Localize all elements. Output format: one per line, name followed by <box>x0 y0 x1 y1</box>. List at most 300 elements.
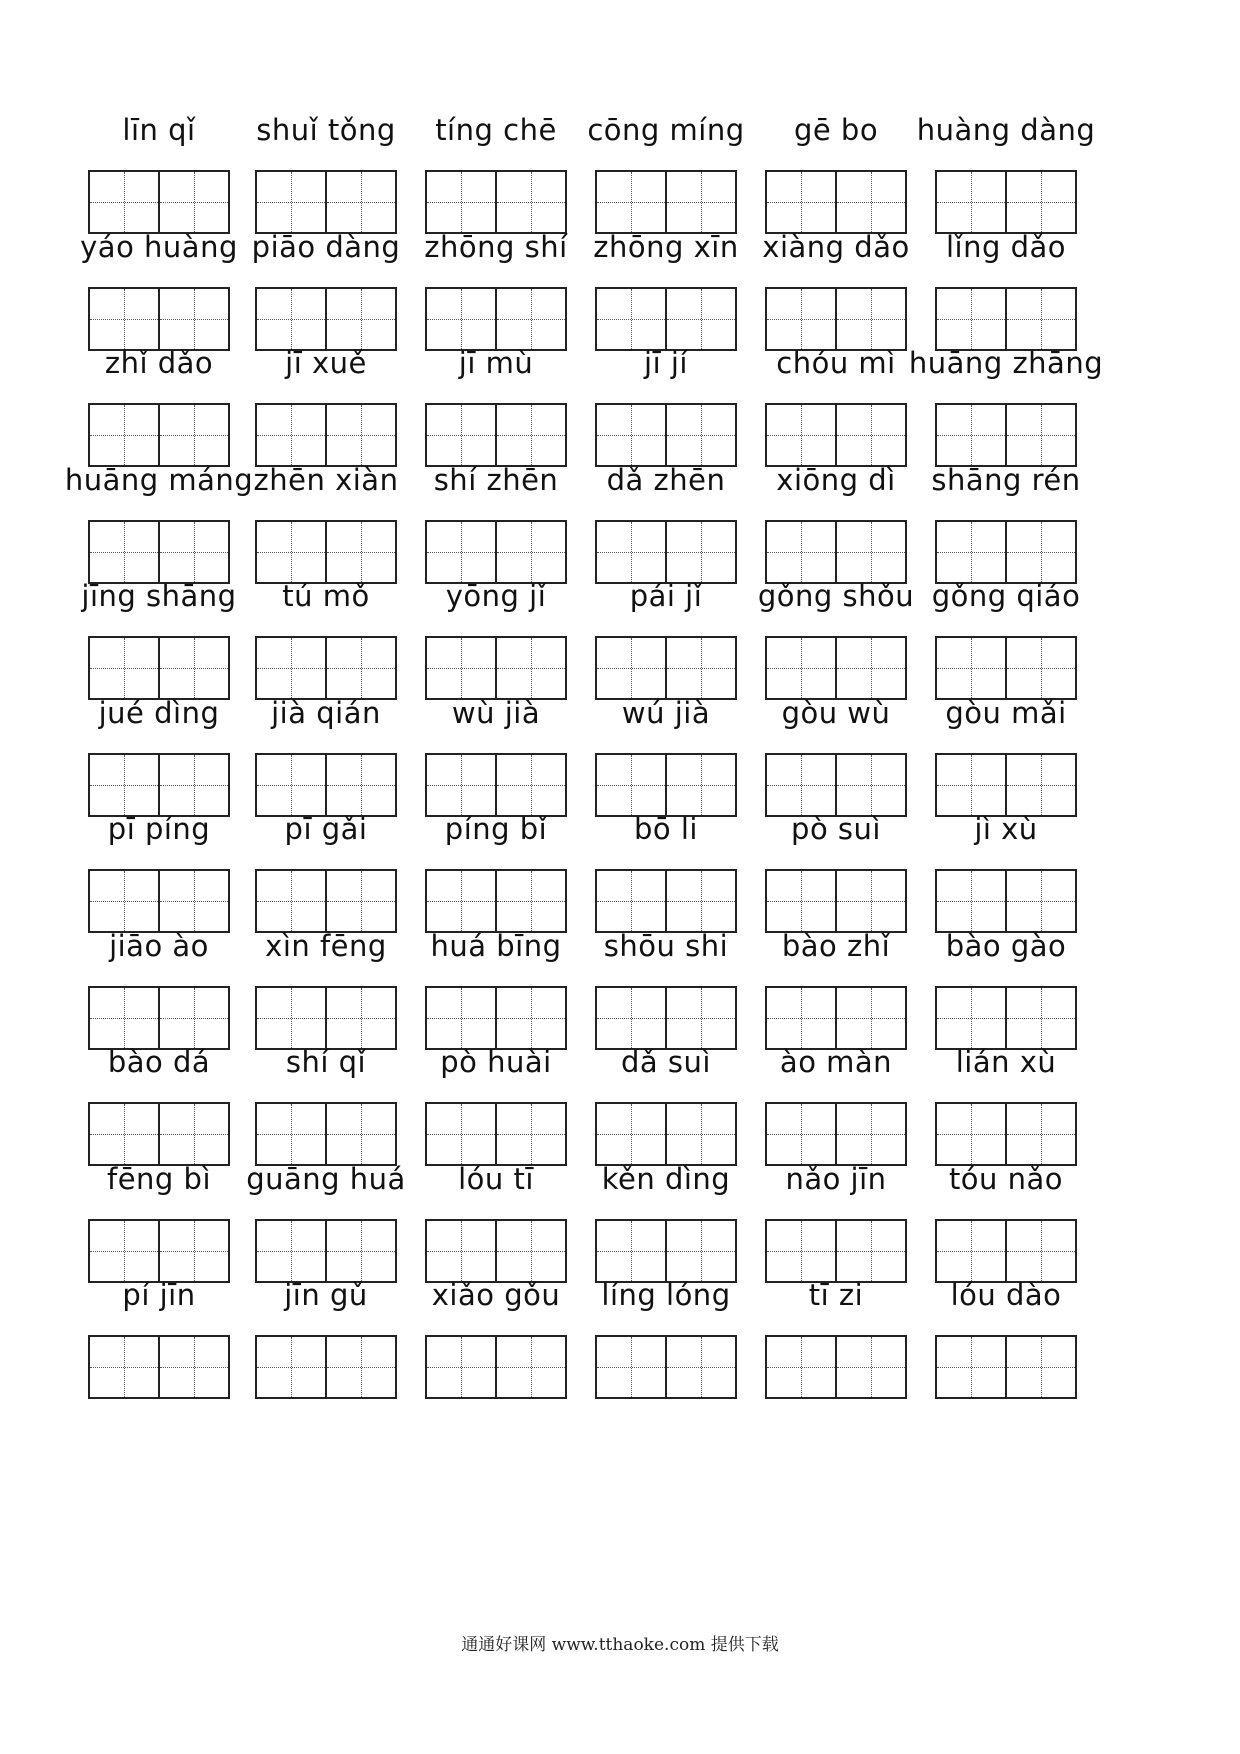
character-box[interactable] <box>427 405 495 465</box>
character-box[interactable] <box>597 405 665 465</box>
writing-grid <box>425 1219 567 1283</box>
word-cell <box>765 343 907 473</box>
character-box[interactable] <box>90 1337 158 1397</box>
character-box[interactable] <box>495 988 565 1048</box>
word-cell <box>595 1159 737 1289</box>
writing-grid <box>255 636 397 700</box>
word-cell <box>255 809 397 939</box>
pinyin-label: jì xù <box>974 812 1038 846</box>
character-box[interactable] <box>835 1337 905 1397</box>
writing-grid <box>255 170 397 234</box>
pinyin-label: pò huài <box>440 1045 552 1079</box>
pinyin-label: piāo dàng <box>251 229 401 264</box>
character-box[interactable] <box>325 1104 395 1164</box>
word-cell <box>81 576 237 706</box>
word-cell <box>765 460 907 590</box>
writing-grid <box>255 403 397 467</box>
writing-grid <box>255 869 397 933</box>
character-box[interactable] <box>767 1104 835 1164</box>
character-box[interactable] <box>597 1337 665 1397</box>
writing-grid <box>88 636 230 700</box>
character-box[interactable] <box>767 405 835 465</box>
character-box[interactable] <box>158 172 228 232</box>
character-box[interactable] <box>427 1337 495 1397</box>
character-box[interactable] <box>767 988 835 1048</box>
pinyin-label: jiāo ào <box>109 928 209 963</box>
writing-grid <box>935 403 1077 467</box>
character-box[interactable] <box>495 638 565 698</box>
character-box[interactable] <box>325 988 395 1048</box>
character-box[interactable] <box>597 755 665 815</box>
character-box[interactable] <box>597 522 665 582</box>
writing-grid <box>255 1102 397 1166</box>
character-box[interactable] <box>1005 1221 1075 1281</box>
pinyin-label: gǒng shǒu <box>757 579 915 613</box>
word-cell <box>765 1159 907 1289</box>
character-box[interactable] <box>767 755 835 815</box>
character-box[interactable] <box>767 172 835 232</box>
writing-grid <box>935 1335 1077 1399</box>
character-box[interactable] <box>495 1337 565 1397</box>
word-cell <box>88 1159 230 1289</box>
character-box[interactable] <box>597 871 665 931</box>
character-box[interactable] <box>835 405 905 465</box>
pinyin-label: lián xù <box>955 1045 1057 1079</box>
word-cell <box>425 693 567 823</box>
writing-grid <box>425 986 567 1050</box>
character-box[interactable] <box>665 638 735 698</box>
character-box[interactable] <box>835 1221 905 1281</box>
word-cell <box>255 110 397 240</box>
writing-grid <box>255 1335 397 1399</box>
character-box[interactable] <box>90 1221 158 1281</box>
character-box[interactable] <box>158 988 228 1048</box>
character-box[interactable] <box>90 522 158 582</box>
character-box[interactable] <box>1005 172 1075 232</box>
character-box[interactable] <box>1005 755 1075 815</box>
pinyin-label: wù jià <box>451 695 541 730</box>
word-cell <box>88 693 230 823</box>
writing-grid <box>595 403 737 467</box>
writing-grid <box>765 170 907 234</box>
character-box[interactable] <box>937 638 1005 698</box>
pinyin-label: jué dìng <box>98 695 220 730</box>
pinyin-label: ào màn <box>779 1045 893 1079</box>
word-cell <box>255 1042 397 1172</box>
character-box[interactable] <box>427 638 495 698</box>
word-cell <box>908 343 1104 473</box>
pinyin-label: líng lóng <box>601 1278 731 1312</box>
character-box[interactable] <box>90 172 158 232</box>
writing-grid <box>88 986 230 1050</box>
character-box[interactable] <box>90 871 158 931</box>
character-box[interactable] <box>665 522 735 582</box>
character-box[interactable] <box>665 871 735 931</box>
character-box[interactable] <box>665 1104 735 1164</box>
character-box[interactable] <box>835 1104 905 1164</box>
pinyin-label: guāng huá <box>246 1161 406 1196</box>
pinyin-label: pī gǎi <box>284 812 368 846</box>
character-box[interactable] <box>325 1221 395 1281</box>
pinyin-label: zhōng shí <box>424 229 568 264</box>
word-cell <box>80 227 238 357</box>
character-box[interactable] <box>937 1104 1005 1164</box>
writing-grid <box>935 869 1077 933</box>
pinyin-label: shuǐ tǒng <box>256 113 396 147</box>
pinyin-label: zhēn xiàn <box>253 462 399 497</box>
writing-grid <box>765 1102 907 1166</box>
pinyin-label: fēng bì <box>106 1161 212 1196</box>
pinyin-label: yōng jǐ <box>445 579 547 613</box>
word-cell <box>587 110 745 240</box>
writing-grid <box>595 753 737 817</box>
writing-grid <box>935 636 1077 700</box>
character-box[interactable] <box>835 172 905 232</box>
pinyin-label: zhōng xīn <box>593 229 739 264</box>
character-box[interactable] <box>597 289 665 349</box>
character-box[interactable] <box>1005 289 1075 349</box>
character-box[interactable] <box>427 1104 495 1164</box>
character-box[interactable] <box>427 172 495 232</box>
character-box[interactable] <box>767 1337 835 1397</box>
character-box[interactable] <box>665 988 735 1048</box>
writing-grid <box>425 636 567 700</box>
character-box[interactable] <box>835 638 905 698</box>
character-box[interactable] <box>325 755 395 815</box>
pinyin-label: līn qǐ <box>122 113 196 147</box>
character-box[interactable] <box>937 172 1005 232</box>
writing-grid <box>425 1335 567 1399</box>
character-box[interactable] <box>90 1104 158 1164</box>
writing-grid <box>935 287 1077 351</box>
pinyin-label: jī mù <box>458 346 534 380</box>
character-box[interactable] <box>495 405 565 465</box>
word-cell <box>595 1042 737 1172</box>
character-box[interactable] <box>257 755 325 815</box>
word-cell <box>425 809 567 939</box>
character-box[interactable] <box>427 988 495 1048</box>
character-box[interactable] <box>257 1221 325 1281</box>
character-box[interactable] <box>1005 1104 1075 1164</box>
word-cell <box>765 693 907 823</box>
character-box[interactable] <box>937 522 1005 582</box>
word-cell <box>425 1275 567 1405</box>
character-box[interactable] <box>767 522 835 582</box>
character-box[interactable] <box>427 522 495 582</box>
character-box[interactable] <box>1005 1337 1075 1397</box>
word-cell <box>88 1275 230 1405</box>
character-box[interactable] <box>325 638 395 698</box>
character-box[interactable] <box>257 871 325 931</box>
word-cell <box>595 576 737 706</box>
character-box[interactable] <box>597 988 665 1048</box>
character-box[interactable] <box>158 1221 228 1281</box>
character-box[interactable] <box>835 988 905 1048</box>
pinyin-label: xiǎo gǒu <box>431 1278 561 1312</box>
writing-grid <box>595 1102 737 1166</box>
word-cell <box>425 343 567 473</box>
character-box[interactable] <box>325 289 395 349</box>
pinyin-label: xiōng dì <box>776 462 896 497</box>
character-box[interactable] <box>90 289 158 349</box>
character-box[interactable] <box>835 755 905 815</box>
pinyin-label: jī jí <box>644 346 688 380</box>
word-cell <box>935 1159 1077 1289</box>
pinyin-label: jī xuě <box>285 346 367 380</box>
writing-grid <box>255 753 397 817</box>
pinyin-label: bào dá <box>107 1045 211 1079</box>
word-cell <box>425 926 567 1056</box>
pinyin-label: shí zhēn <box>433 462 559 497</box>
writing-grid <box>595 636 737 700</box>
word-cell <box>757 576 915 706</box>
pinyin-label: nǎo jīn <box>785 1161 887 1196</box>
writing-grid <box>425 869 567 933</box>
character-box[interactable] <box>767 1221 835 1281</box>
character-box[interactable] <box>158 289 228 349</box>
character-box[interactable] <box>158 522 228 582</box>
character-box[interactable] <box>835 871 905 931</box>
word-cell <box>425 1042 567 1172</box>
pinyin-label: zhǐ dǎo <box>104 346 214 380</box>
character-box[interactable] <box>90 988 158 1048</box>
pinyin-label: chóu mì <box>776 346 896 380</box>
word-cell <box>255 343 397 473</box>
word-cell <box>762 227 910 357</box>
character-box[interactable] <box>158 405 228 465</box>
character-box[interactable] <box>495 289 565 349</box>
pinyin-label: shāng rén <box>931 462 1081 497</box>
writing-grid <box>765 520 907 584</box>
writing-grid <box>255 986 397 1050</box>
character-box[interactable] <box>495 871 565 931</box>
writing-grid <box>765 753 907 817</box>
word-cell <box>425 576 567 706</box>
writing-grid <box>765 986 907 1050</box>
character-box[interactable] <box>257 289 325 349</box>
character-box[interactable] <box>158 1104 228 1164</box>
pinyin-label: bào gào <box>945 928 1067 963</box>
character-box[interactable] <box>90 638 158 698</box>
pinyin-label: tóu nǎo <box>948 1161 1064 1196</box>
writing-grid <box>425 753 567 817</box>
word-cell <box>88 809 230 939</box>
character-box[interactable] <box>257 522 325 582</box>
footer-credit: 通通好课网 www.tthaoke.com 提供下载 <box>461 1635 779 1655</box>
character-box[interactable] <box>937 1221 1005 1281</box>
pinyin-label: xiàng dǎo <box>762 229 910 264</box>
character-box[interactable] <box>597 638 665 698</box>
character-box[interactable] <box>325 522 395 582</box>
pinyin-label: lóu dào <box>950 1278 1062 1312</box>
pinyin-label: shōu shi <box>603 928 729 963</box>
writing-grid <box>595 986 737 1050</box>
writing-grid <box>425 403 567 467</box>
pinyin-label: gòu wù <box>781 695 891 730</box>
word-cell <box>595 693 737 823</box>
pinyin-label: jīn gǔ <box>284 1278 368 1312</box>
character-box[interactable] <box>937 405 1005 465</box>
character-box[interactable] <box>1005 988 1075 1048</box>
word-cell <box>765 809 907 939</box>
pinyin-label: bào zhǐ <box>781 928 891 963</box>
character-box[interactable] <box>937 1337 1005 1397</box>
character-box[interactable] <box>158 1337 228 1397</box>
word-cell <box>88 343 230 473</box>
character-box[interactable] <box>767 638 835 698</box>
pinyin-label: gòu mǎi <box>945 695 1067 730</box>
character-box[interactable] <box>257 172 325 232</box>
word-cell <box>255 926 397 1056</box>
character-box[interactable] <box>1005 405 1075 465</box>
pinyin-label: kěn dìng <box>601 1161 731 1196</box>
character-box[interactable] <box>427 871 495 931</box>
character-box[interactable] <box>937 755 1005 815</box>
word-cell <box>425 227 567 357</box>
word-cell <box>595 809 737 939</box>
pinyin-label: bō li <box>634 812 698 846</box>
character-box[interactable] <box>597 172 665 232</box>
writing-grid <box>88 753 230 817</box>
word-cell <box>595 460 737 590</box>
character-box[interactable] <box>325 871 395 931</box>
character-box[interactable] <box>665 405 735 465</box>
writing-grid <box>765 403 907 467</box>
character-box[interactable] <box>495 522 565 582</box>
character-box[interactable] <box>158 871 228 931</box>
character-box[interactable] <box>665 172 735 232</box>
character-box[interactable] <box>937 988 1005 1048</box>
pinyin-label: huàng dàng <box>916 113 1096 147</box>
character-box[interactable] <box>767 289 835 349</box>
word-cell <box>255 693 397 823</box>
word-cell <box>765 1042 907 1172</box>
writing-grid <box>595 1219 737 1283</box>
writing-grid <box>88 1335 230 1399</box>
character-box[interactable] <box>937 289 1005 349</box>
character-box[interactable] <box>325 1337 395 1397</box>
pinyin-label: jià qián <box>271 695 381 730</box>
pinyin-label: gē bo <box>793 113 879 147</box>
character-box[interactable] <box>427 289 495 349</box>
character-box[interactable] <box>257 988 325 1048</box>
word-cell <box>765 110 907 240</box>
word-cell <box>251 227 401 357</box>
word-cell <box>931 460 1081 590</box>
writing-grid <box>425 287 567 351</box>
character-box[interactable] <box>835 522 905 582</box>
character-box[interactable] <box>90 405 158 465</box>
pinyin-label: píng bǐ <box>444 812 548 846</box>
writing-grid <box>595 1335 737 1399</box>
word-cell <box>935 1275 1077 1405</box>
character-box[interactable] <box>597 1221 665 1281</box>
character-box[interactable] <box>427 755 495 815</box>
pinyin-label: yáo huàng <box>80 229 238 264</box>
pinyin-label: cōng míng <box>587 113 745 147</box>
word-cell <box>595 343 737 473</box>
writing-grid <box>935 986 1077 1050</box>
pinyin-label: jīng shāng <box>81 579 237 613</box>
writing-grid <box>765 287 907 351</box>
word-cell <box>595 1275 737 1405</box>
character-box[interactable] <box>665 1221 735 1281</box>
writing-grid <box>425 170 567 234</box>
character-box[interactable] <box>257 638 325 698</box>
word-cell <box>595 227 737 357</box>
writing-grid <box>88 287 230 351</box>
word-cell <box>595 926 737 1056</box>
character-box[interactable] <box>665 755 735 815</box>
pinyin-label: xìn fēng <box>265 928 387 963</box>
writing-grid <box>595 287 737 351</box>
character-box[interactable] <box>257 1104 325 1164</box>
writing-grid <box>255 287 397 351</box>
writing-grid <box>88 869 230 933</box>
word-cell <box>255 1275 397 1405</box>
writing-grid <box>595 520 737 584</box>
character-box[interactable] <box>325 172 395 232</box>
character-box[interactable] <box>495 1104 565 1164</box>
writing-grid <box>425 520 567 584</box>
word-cell <box>255 576 397 706</box>
writing-grid <box>88 170 230 234</box>
character-box[interactable] <box>325 405 395 465</box>
word-cell <box>765 926 907 1056</box>
writing-grid <box>425 1102 567 1166</box>
character-box[interactable] <box>257 405 325 465</box>
word-cell <box>64 460 254 590</box>
character-box[interactable] <box>158 638 228 698</box>
character-box[interactable] <box>597 1104 665 1164</box>
writing-grid <box>935 170 1077 234</box>
character-box[interactable] <box>767 871 835 931</box>
word-cell <box>425 110 567 240</box>
word-cell <box>935 693 1077 823</box>
writing-grid <box>255 520 397 584</box>
pinyin-label: pī píng <box>107 812 211 846</box>
pinyin-label: pí jīn <box>122 1278 196 1312</box>
character-box[interactable] <box>1005 638 1075 698</box>
character-box[interactable] <box>665 289 735 349</box>
character-box[interactable] <box>257 1337 325 1397</box>
character-box[interactable] <box>1005 522 1075 582</box>
character-box[interactable] <box>427 1221 495 1281</box>
word-cell <box>88 110 230 240</box>
word-cell <box>255 460 397 590</box>
character-box[interactable] <box>90 755 158 815</box>
character-box[interactable] <box>835 289 905 349</box>
writing-grid <box>595 869 737 933</box>
writing-grid <box>765 869 907 933</box>
word-cell <box>935 809 1077 939</box>
writing-grid <box>765 636 907 700</box>
word-cell <box>916 110 1096 240</box>
character-box[interactable] <box>1005 871 1075 931</box>
character-box[interactable] <box>495 172 565 232</box>
character-box[interactable] <box>665 1337 735 1397</box>
pinyin-label: dǎ zhēn <box>606 462 726 497</box>
character-box[interactable] <box>158 755 228 815</box>
character-box[interactable] <box>495 755 565 815</box>
character-box[interactable] <box>937 871 1005 931</box>
pinyin-label: gǒng qiáo <box>931 579 1081 613</box>
pinyin-label: pò suì <box>791 812 881 846</box>
pinyin-label: lóu tī <box>458 1161 534 1196</box>
writing-grid <box>765 1219 907 1283</box>
character-box[interactable] <box>495 1221 565 1281</box>
writing-grid <box>935 1219 1077 1283</box>
